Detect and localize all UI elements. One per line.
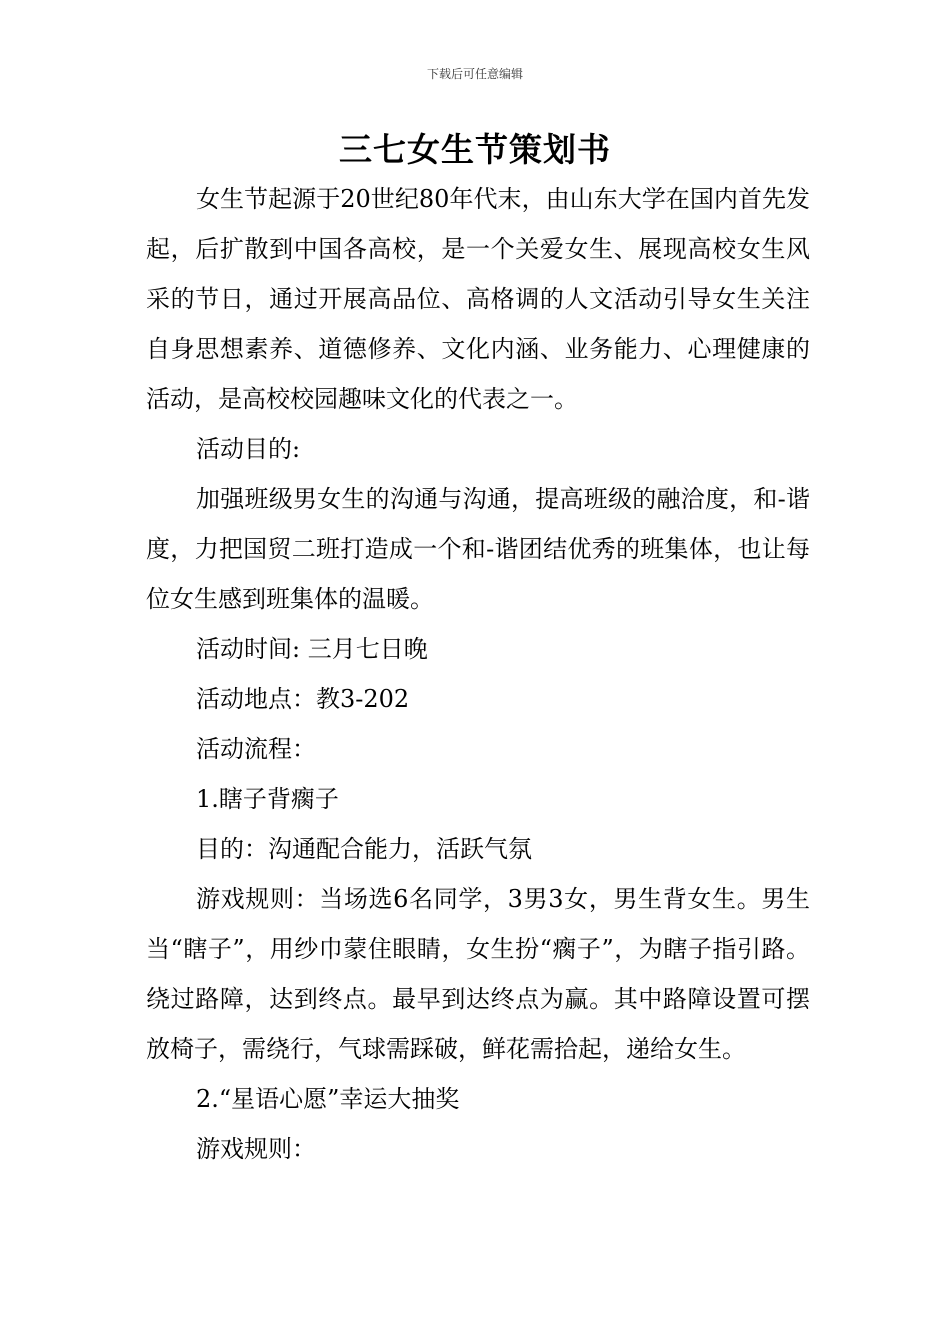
paragraph-time: 活动时间: 三月七日晚: [196, 635, 428, 663]
paragraph-purpose-heading: 活动目的:: [196, 435, 301, 463]
paragraph-game1-goal: 目的：沟通配合能力，活跃气氛: [196, 835, 532, 863]
paragraph-purpose: 加强班级男女生的沟通与沟通，提高班级的融洽度，和-谐度，力把国贸二班打造成一个和-谐团结优秀的班集体，也让每位女生感到班集体的温暖。: [146, 485, 810, 613]
paragraph-location: 活动地点：教3-202: [196, 685, 410, 713]
paragraph-game1-rules: 游戏规则：当场选6名同学，3男3女，男生背女生。男生当“瞎子”，用纱巾蒙住眼睛，女生扮“瘸子”，为瞎子指引路。绕过路障，达到终点。最早到达终点为赢。其中路障设置可摆放椅子，需绕行，气球需踩破，鲜花需拾起，递给女生。: [146, 885, 810, 1063]
paragraph-intro: 女生节起源于20世纪80年代末，由山东大学在国内首先发起，后扩散到中国各高校，是一个关爱女生、展现高校女生风采的节日，通过开展高品位、高格调的人文活动引导女生关注自身思想素养、道德修养、文化内涵、业务能力、心理健康的活动，是高校校园趣味文化的代表之一。: [146, 185, 810, 413]
paragraph-process-heading: 活动流程：: [196, 735, 316, 763]
header-note: 下载后可任意编辑: [426, 67, 523, 81]
paragraph-game2-rules-heading: 游戏规则：: [196, 1135, 316, 1163]
document-title: 三七女生节策划书: [339, 130, 611, 169]
document-body: [146, 174, 810, 1174]
paragraph-game2-title: 2.“星语心愿”幸运大抽奖: [196, 1085, 460, 1113]
paragraph-game1-title: 1.瞎子背瘸子: [196, 785, 339, 813]
